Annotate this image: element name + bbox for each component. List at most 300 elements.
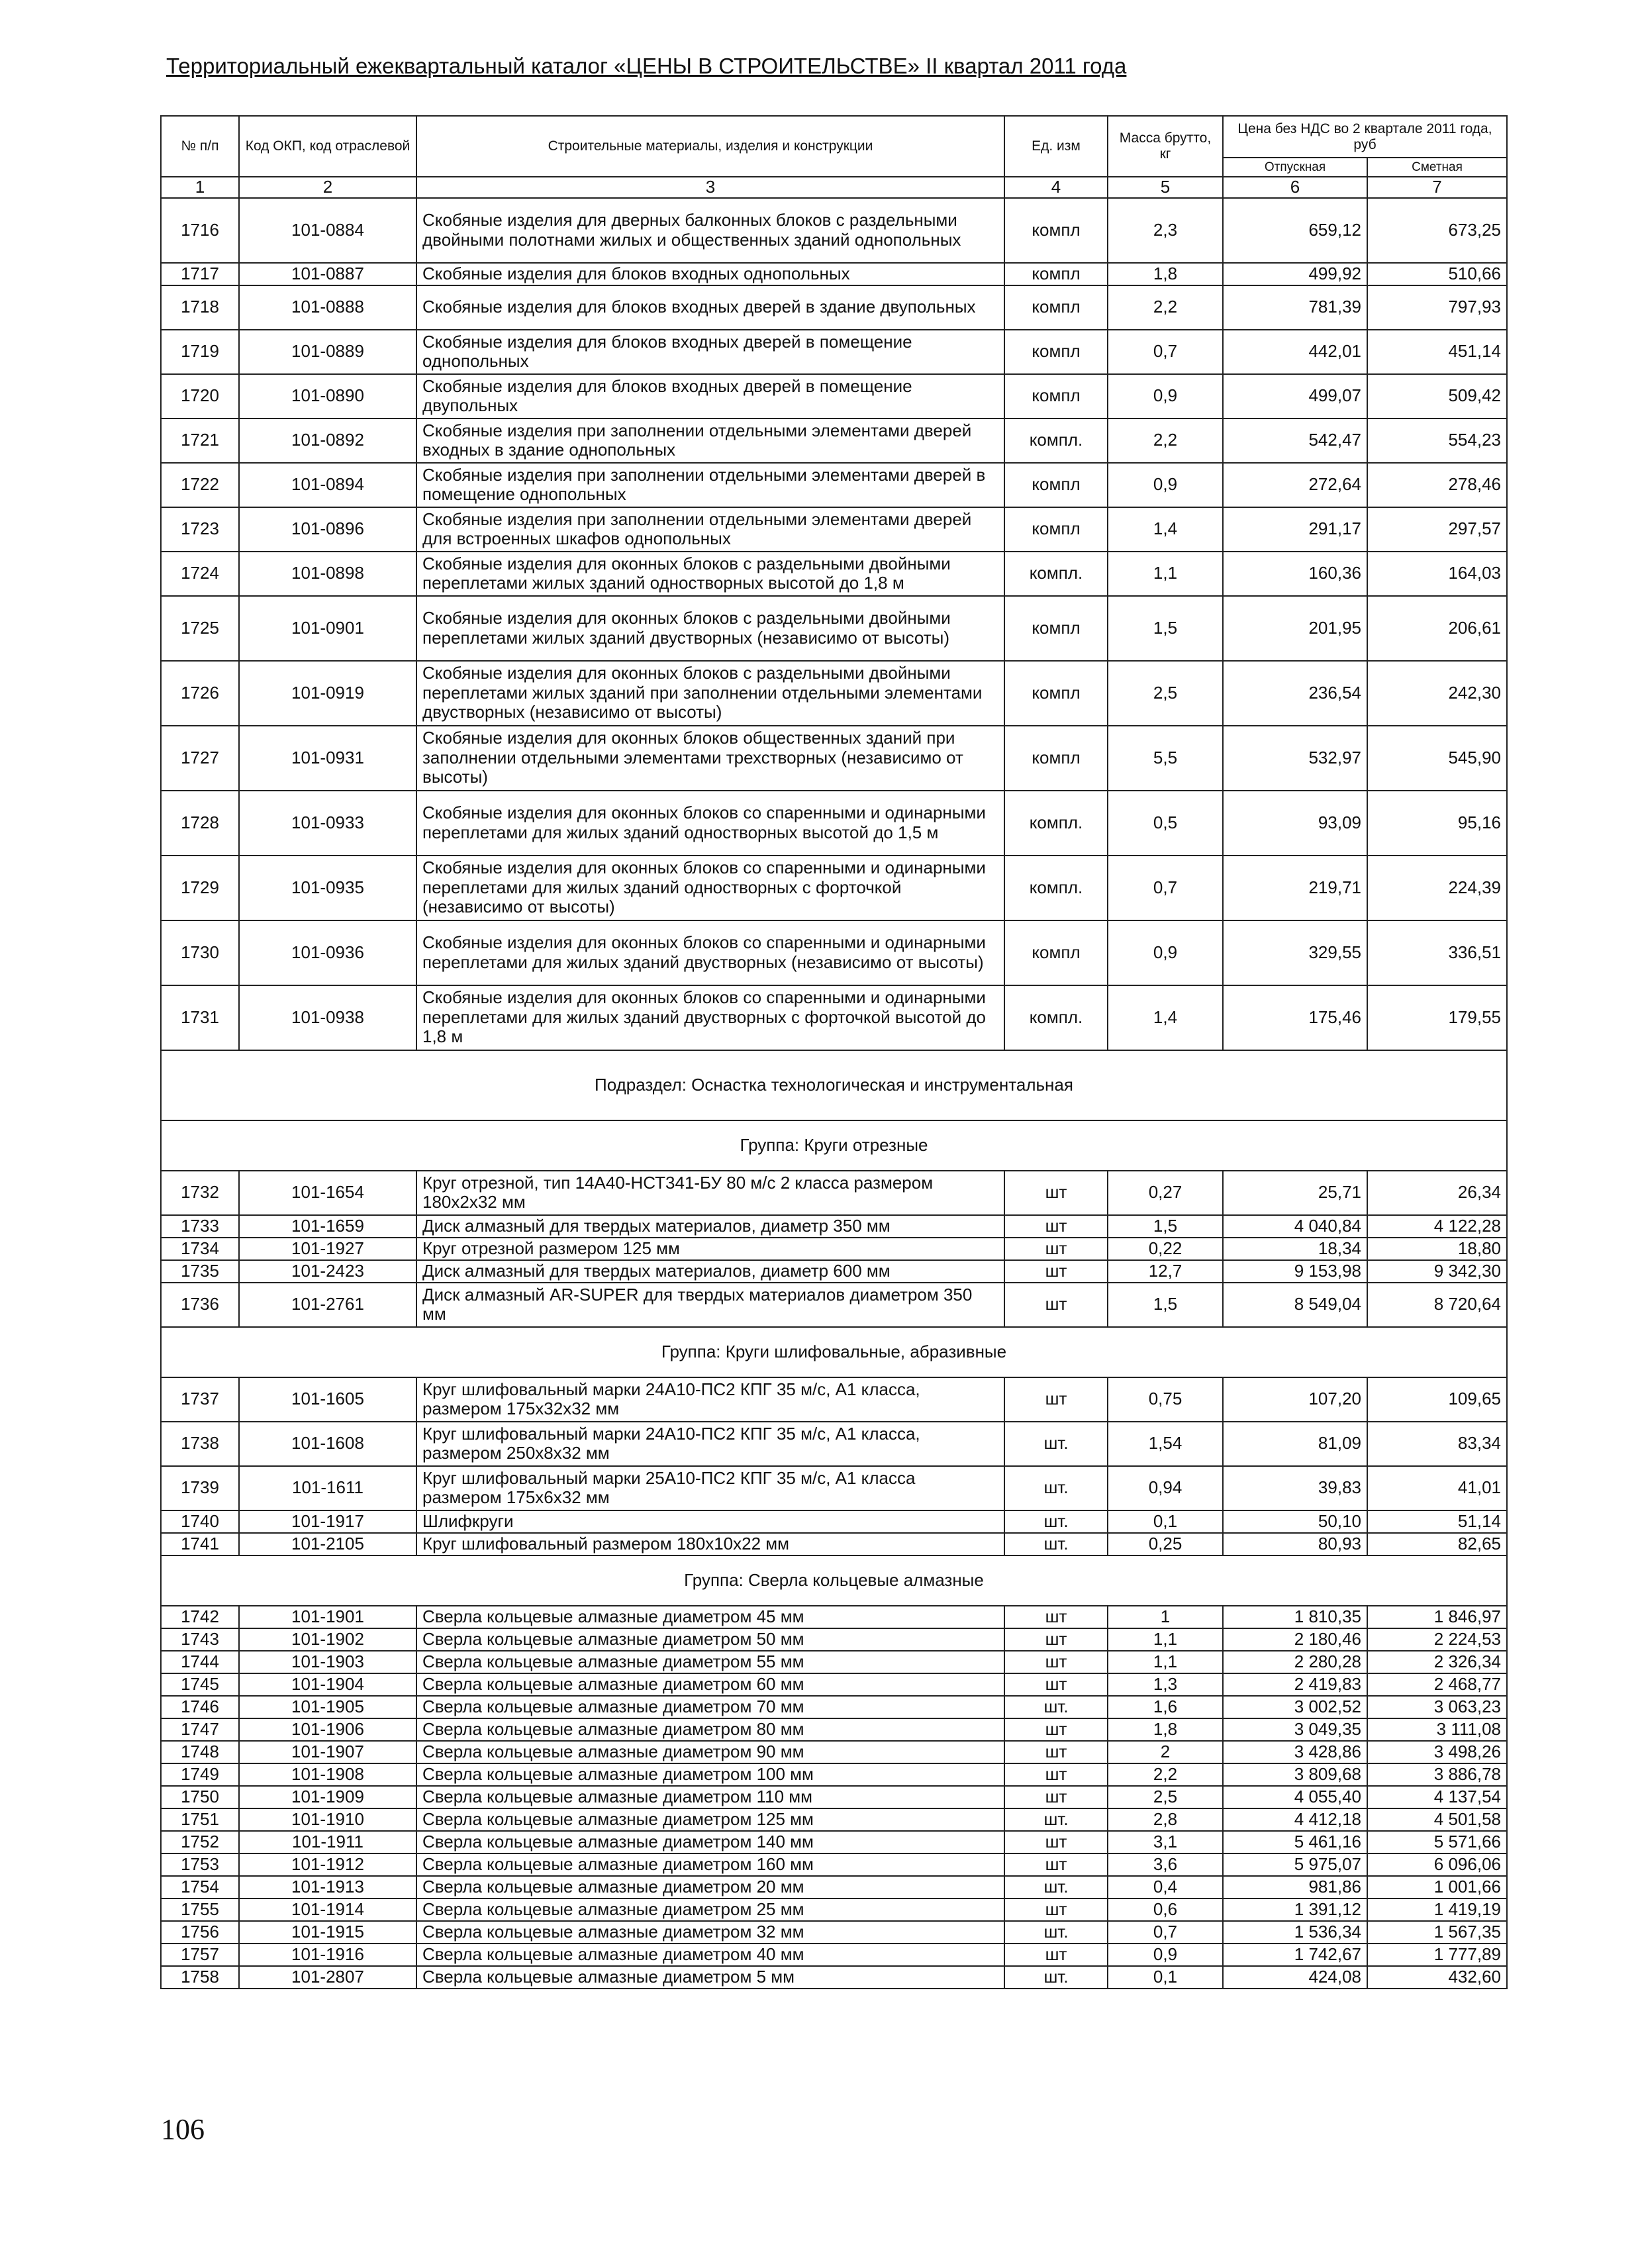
row-mass: 2,5 — [1108, 661, 1223, 726]
row-price-estimate: 1 419,19 — [1367, 1898, 1507, 1921]
table-row — [161, 1898, 1507, 1921]
row-name: Сверла кольцевые алмазные диаметром 20 мм — [416, 1876, 1004, 1898]
row-name: Скобяные изделия для оконных блоков с раздельными двойными переплетами жилых зданий одностворных высотой до 1,8 м — [416, 552, 1004, 596]
row-unit: шт. — [1004, 1422, 1108, 1466]
row-mass: 0,5 — [1108, 791, 1223, 856]
row-mass: 1,8 — [1108, 1718, 1223, 1741]
row-price-estimate: 1 846,97 — [1367, 1606, 1507, 1628]
row-code: 101-1907 — [239, 1741, 416, 1763]
row-unit: шт. — [1004, 1876, 1108, 1898]
row-code: 101-0892 — [239, 419, 416, 463]
row-code: 101-0896 — [239, 507, 416, 552]
row-price-release: 659,12 — [1223, 198, 1367, 263]
row-unit: шт. — [1004, 1966, 1108, 1989]
table-row — [161, 1786, 1507, 1808]
row-number: 1729 — [161, 856, 239, 920]
table-row — [161, 1171, 1507, 1215]
row-price-release: 329,55 — [1223, 920, 1367, 985]
row-code: 101-1611 — [239, 1466, 416, 1510]
row-code: 101-0919 — [239, 661, 416, 726]
row-price-estimate: 206,61 — [1367, 596, 1507, 661]
row-number: 1757 — [161, 1944, 239, 1966]
row-price-release: 175,46 — [1223, 985, 1367, 1050]
row-price-release: 5 975,07 — [1223, 1853, 1367, 1876]
row-price-release: 8 549,04 — [1223, 1283, 1367, 1327]
row-mass: 0,4 — [1108, 1876, 1223, 1898]
row-price-release: 3 049,35 — [1223, 1718, 1367, 1741]
row-mass: 1,54 — [1108, 1422, 1223, 1466]
row-price-release: 4 040,84 — [1223, 1215, 1367, 1238]
row-price-estimate: 9 342,30 — [1367, 1260, 1507, 1283]
row-mass: 1,5 — [1108, 1215, 1223, 1238]
row-name: Скобяные изделия для блоков входных однопольных — [416, 263, 1004, 285]
table-row — [161, 1741, 1507, 1763]
row-price-release: 442,01 — [1223, 330, 1367, 374]
row-number: 1744 — [161, 1651, 239, 1673]
row-price-estimate: 164,03 — [1367, 552, 1507, 596]
row-name: Сверла кольцевые алмазные диаметром 110 мм — [416, 1786, 1004, 1808]
table-row — [161, 1215, 1507, 1238]
row-mass: 1,8 — [1108, 263, 1223, 285]
row-price-release: 2 280,28 — [1223, 1651, 1367, 1673]
row-price-release: 542,47 — [1223, 419, 1367, 463]
column-number: 5 — [1108, 177, 1223, 198]
row-code: 101-2423 — [239, 1260, 416, 1283]
row-code: 101-0884 — [239, 198, 416, 263]
row-price-estimate: 242,30 — [1367, 661, 1507, 726]
row-code: 101-0931 — [239, 726, 416, 791]
row-price-release: 1 810,35 — [1223, 1606, 1367, 1628]
row-code: 101-1605 — [239, 1377, 416, 1422]
row-price-release: 1 536,34 — [1223, 1921, 1367, 1944]
table-row — [161, 1966, 1507, 1989]
row-number: 1731 — [161, 985, 239, 1050]
row-price-release: 201,95 — [1223, 596, 1367, 661]
row-price-estimate: 545,90 — [1367, 726, 1507, 791]
row-price-release: 160,36 — [1223, 552, 1367, 596]
row-unit: шт — [1004, 1786, 1108, 1808]
row-number: 1726 — [161, 661, 239, 726]
row-price-estimate: 82,65 — [1367, 1533, 1507, 1555]
table-row — [161, 1696, 1507, 1718]
row-number: 1747 — [161, 1718, 239, 1741]
row-unit: шт — [1004, 1944, 1108, 1966]
table-row — [161, 463, 1507, 507]
row-name: Скобяные изделия при заполнении отдельными элементами дверей входных в здание однопольных — [416, 419, 1004, 463]
row-unit: компл — [1004, 198, 1108, 263]
row-code: 101-1912 — [239, 1853, 416, 1876]
row-unit: компл. — [1004, 419, 1108, 463]
table-row — [161, 263, 1507, 285]
table-row — [161, 726, 1507, 791]
row-price-release: 499,07 — [1223, 374, 1367, 419]
row-price-release: 2 419,83 — [1223, 1673, 1367, 1696]
row-unit: шт — [1004, 1238, 1108, 1260]
row-price-release: 1 391,12 — [1223, 1898, 1367, 1921]
row-mass: 1,4 — [1108, 507, 1223, 552]
row-price-release: 1 742,67 — [1223, 1944, 1367, 1966]
row-code: 101-1608 — [239, 1422, 416, 1466]
row-name: Диск алмазный для твердых материалов, диаметр 350 мм — [416, 1215, 1004, 1238]
row-price-estimate: 1 567,35 — [1367, 1921, 1507, 1944]
table-row — [161, 1510, 1507, 1533]
table-row — [161, 1673, 1507, 1696]
column-number-row — [161, 177, 1507, 198]
price-catalog-table — [160, 115, 1508, 1989]
row-mass: 1,5 — [1108, 1283, 1223, 1327]
row-unit: компл — [1004, 596, 1108, 661]
row-unit: шт — [1004, 1651, 1108, 1673]
table-row — [161, 596, 1507, 661]
row-price-estimate: 2 326,34 — [1367, 1651, 1507, 1673]
row-number: 1741 — [161, 1533, 239, 1555]
row-mass: 0,25 — [1108, 1533, 1223, 1555]
row-price-release: 25,71 — [1223, 1171, 1367, 1215]
subsection-title: Подраздел: Оснастка технологическая и инструментальная — [161, 1050, 1507, 1120]
row-code: 101-1914 — [239, 1898, 416, 1921]
row-mass: 1,3 — [1108, 1673, 1223, 1696]
row-number: 1755 — [161, 1898, 239, 1921]
col-header-num: № п/п — [161, 116, 239, 177]
row-unit: шт. — [1004, 1696, 1108, 1718]
row-unit: шт — [1004, 1741, 1108, 1763]
row-unit: шт — [1004, 1215, 1108, 1238]
subsection-row — [161, 1050, 1507, 1120]
row-number: 1737 — [161, 1377, 239, 1422]
table-row — [161, 1651, 1507, 1673]
row-unit: шт — [1004, 1853, 1108, 1876]
row-name: Скобяные изделия для блоков входных дверей в здание двупольных — [416, 285, 1004, 330]
row-mass: 2,2 — [1108, 285, 1223, 330]
table-row — [161, 985, 1507, 1050]
row-code: 101-0936 — [239, 920, 416, 985]
row-unit: шт — [1004, 1673, 1108, 1696]
row-code: 101-1909 — [239, 1786, 416, 1808]
row-price-estimate: 336,51 — [1367, 920, 1507, 985]
row-unit: шт. — [1004, 1533, 1108, 1555]
row-price-release: 18,34 — [1223, 1238, 1367, 1260]
row-number: 1753 — [161, 1853, 239, 1876]
row-name: Скобяные изделия для оконных блоков со спаренными и одинарными переплетами для жилых зданий двустворных с форточкой высотой до 1,8 м — [416, 985, 1004, 1050]
row-mass: 2,8 — [1108, 1808, 1223, 1831]
table-row — [161, 661, 1507, 726]
row-price-release: 219,71 — [1223, 856, 1367, 920]
row-code: 101-1911 — [239, 1831, 416, 1853]
table-row — [161, 1466, 1507, 1510]
row-code: 101-1654 — [239, 1171, 416, 1215]
group-row — [161, 1555, 1507, 1606]
row-unit: шт — [1004, 1898, 1108, 1921]
row-price-estimate: 2 468,77 — [1367, 1673, 1507, 1696]
table-row — [161, 856, 1507, 920]
row-price-release: 107,20 — [1223, 1377, 1367, 1422]
row-mass: 0,1 — [1108, 1966, 1223, 1989]
row-price-estimate: 224,39 — [1367, 856, 1507, 920]
row-price-estimate: 554,23 — [1367, 419, 1507, 463]
row-number: 1720 — [161, 374, 239, 419]
row-price-estimate: 4 122,28 — [1367, 1215, 1507, 1238]
running-header: Территориальный ежеквартальный каталог «ЦЕНЫ В СТРОИТЕЛЬСТВЕ» II квартал 2011 года — [166, 54, 1127, 78]
row-price-estimate: 41,01 — [1367, 1466, 1507, 1510]
row-price-release: 81,09 — [1223, 1422, 1367, 1466]
table-row — [161, 1238, 1507, 1260]
row-mass: 1,1 — [1108, 552, 1223, 596]
row-name: Сверла кольцевые алмазные диаметром 70 мм — [416, 1696, 1004, 1718]
row-price-release: 781,39 — [1223, 285, 1367, 330]
row-name: Сверла кольцевые алмазные диаметром 55 мм — [416, 1651, 1004, 1673]
row-mass: 1,6 — [1108, 1696, 1223, 1718]
row-number: 1721 — [161, 419, 239, 463]
table-row — [161, 198, 1507, 263]
row-name: Скобяные изделия для оконных блоков со спаренными и одинарными переплетами для жилых зданий одностворных высотой до 1,5 м — [416, 791, 1004, 856]
row-number: 1739 — [161, 1466, 239, 1510]
table-row — [161, 1628, 1507, 1651]
row-code: 101-0894 — [239, 463, 416, 507]
row-price-estimate: 451,14 — [1367, 330, 1507, 374]
row-price-release: 981,86 — [1223, 1876, 1367, 1898]
row-price-release: 9 153,98 — [1223, 1260, 1367, 1283]
row-number: 1743 — [161, 1628, 239, 1651]
column-number: 6 — [1223, 177, 1367, 198]
row-number: 1727 — [161, 726, 239, 791]
row-unit: компл. — [1004, 856, 1108, 920]
col-header-code: Код ОКП, код отраслевой — [239, 116, 416, 177]
row-mass: 12,7 — [1108, 1260, 1223, 1283]
row-code: 101-1659 — [239, 1215, 416, 1238]
row-number: 1736 — [161, 1283, 239, 1327]
row-mass: 0,9 — [1108, 1944, 1223, 1966]
table-row — [161, 1377, 1507, 1422]
row-mass: 0,7 — [1108, 856, 1223, 920]
row-price-release: 50,10 — [1223, 1510, 1367, 1533]
row-number: 1735 — [161, 1260, 239, 1283]
row-unit: шт — [1004, 1260, 1108, 1283]
row-unit: шт — [1004, 1171, 1108, 1215]
row-code: 101-0890 — [239, 374, 416, 419]
row-unit: шт — [1004, 1628, 1108, 1651]
row-unit: компл. — [1004, 985, 1108, 1050]
row-code: 101-0888 — [239, 285, 416, 330]
row-mass: 0,6 — [1108, 1898, 1223, 1921]
row-name: Шлифкруги — [416, 1510, 1004, 1533]
group-title: Группа: Круги отрезные — [161, 1120, 1507, 1171]
row-price-release: 291,17 — [1223, 507, 1367, 552]
table-row — [161, 1606, 1507, 1628]
row-price-estimate: 4 137,54 — [1367, 1786, 1507, 1808]
row-mass: 0,9 — [1108, 920, 1223, 985]
row-code: 101-0933 — [239, 791, 416, 856]
row-price-release: 236,54 — [1223, 661, 1367, 726]
row-name: Сверла кольцевые алмазные диаметром 140 мм — [416, 1831, 1004, 1853]
row-price-estimate: 83,34 — [1367, 1422, 1507, 1466]
row-mass: 0,1 — [1108, 1510, 1223, 1533]
row-mass: 2,2 — [1108, 419, 1223, 463]
row-price-release: 3 809,68 — [1223, 1763, 1367, 1786]
table-row — [161, 1944, 1507, 1966]
row-number: 1724 — [161, 552, 239, 596]
row-code: 101-1913 — [239, 1876, 416, 1898]
row-name: Круг шлифовальный марки 24А10-ПС2 КПГ 35 м/с, А1 класса, размером 250х8х32 мм — [416, 1422, 1004, 1466]
row-name: Скобяные изделия для блоков входных дверей в помещение двупольных — [416, 374, 1004, 419]
table-body — [161, 198, 1507, 1989]
row-unit: шт — [1004, 1606, 1108, 1628]
row-name: Диск алмазный AR-SUPER для твердых материалов диаметром 350 мм — [416, 1283, 1004, 1327]
table-row — [161, 1533, 1507, 1555]
row-code: 101-1906 — [239, 1718, 416, 1741]
row-unit: компл — [1004, 330, 1108, 374]
row-name: Сверла кольцевые алмазные диаметром 45 мм — [416, 1606, 1004, 1628]
row-name: Круг шлифовальный размером 180х10х22 мм — [416, 1533, 1004, 1555]
row-number: 1749 — [161, 1763, 239, 1786]
row-number: 1718 — [161, 285, 239, 330]
row-name: Скобяные изделия для оконных блоков с раздельными двойными переплетами жилых зданий при заполнении отдельными элементами двустворных (независимо от высоты) — [416, 661, 1004, 726]
row-name: Круг отрезной размером 125 мм — [416, 1238, 1004, 1260]
row-unit: шт — [1004, 1283, 1108, 1327]
row-number: 1752 — [161, 1831, 239, 1853]
row-unit: компл — [1004, 285, 1108, 330]
col-header-price-release: Отпускная — [1223, 158, 1367, 177]
row-price-estimate: 297,57 — [1367, 507, 1507, 552]
row-unit: компл — [1004, 920, 1108, 985]
row-price-estimate: 179,55 — [1367, 985, 1507, 1050]
row-price-estimate: 3 111,08 — [1367, 1718, 1507, 1741]
row-mass: 0,7 — [1108, 330, 1223, 374]
row-price-release: 5 461,16 — [1223, 1831, 1367, 1853]
table-row — [161, 1876, 1507, 1898]
table-row — [161, 1853, 1507, 1876]
row-price-release: 80,93 — [1223, 1533, 1367, 1555]
table-row — [161, 1763, 1507, 1786]
row-price-estimate: 1 001,66 — [1367, 1876, 1507, 1898]
column-number: 3 — [416, 177, 1004, 198]
row-code: 101-1915 — [239, 1921, 416, 1944]
row-price-release: 499,92 — [1223, 263, 1367, 285]
row-mass: 2 — [1108, 1741, 1223, 1763]
row-mass: 3,6 — [1108, 1853, 1223, 1876]
row-code: 101-1910 — [239, 1808, 416, 1831]
row-price-estimate: 95,16 — [1367, 791, 1507, 856]
row-code: 101-1916 — [239, 1944, 416, 1966]
row-name: Скобяные изделия для блоков входных дверей в помещение однопольных — [416, 330, 1004, 374]
row-price-release: 39,83 — [1223, 1466, 1367, 1510]
group-title: Группа: Круги шлифовальные, абразивные — [161, 1327, 1507, 1377]
table-row — [161, 330, 1507, 374]
table-row — [161, 791, 1507, 856]
row-number: 1756 — [161, 1921, 239, 1944]
table-row — [161, 419, 1507, 463]
row-code: 101-0898 — [239, 552, 416, 596]
row-name: Сверла кольцевые алмазные диаметром 100 мм — [416, 1763, 1004, 1786]
row-code: 101-1908 — [239, 1763, 416, 1786]
row-name: Сверла кольцевые алмазные диаметром 25 мм — [416, 1898, 1004, 1921]
row-price-estimate: 8 720,64 — [1367, 1283, 1507, 1327]
row-code: 101-0887 — [239, 263, 416, 285]
row-number: 1733 — [161, 1215, 239, 1238]
row-number: 1745 — [161, 1673, 239, 1696]
col-header-mass: Масса брутто, кг — [1108, 116, 1223, 177]
row-number: 1719 — [161, 330, 239, 374]
row-mass: 0,7 — [1108, 1921, 1223, 1944]
row-code: 101-0889 — [239, 330, 416, 374]
row-price-estimate: 4 501,58 — [1367, 1808, 1507, 1831]
row-name: Круг шлифовальный марки 24А10-ПС2 КПГ 35 м/с, А1 класса, размером 175х32х32 мм — [416, 1377, 1004, 1422]
row-name: Скобяные изделия для дверных балконных блоков с раздельными двойными полотнами жилых и общественных зданий однопольных — [416, 198, 1004, 263]
row-number: 1758 — [161, 1966, 239, 1989]
row-unit: компл — [1004, 726, 1108, 791]
row-unit: шт — [1004, 1763, 1108, 1786]
row-price-release: 3 002,52 — [1223, 1696, 1367, 1718]
row-price-release: 532,97 — [1223, 726, 1367, 791]
table-row — [161, 1831, 1507, 1853]
row-unit: компл — [1004, 661, 1108, 726]
row-price-estimate: 2 224,53 — [1367, 1628, 1507, 1651]
row-code: 101-0938 — [239, 985, 416, 1050]
row-mass: 0,9 — [1108, 463, 1223, 507]
row-number: 1725 — [161, 596, 239, 661]
row-number: 1751 — [161, 1808, 239, 1831]
row-name: Диск алмазный для твердых материалов, диаметр 600 мм — [416, 1260, 1004, 1283]
row-price-estimate: 51,14 — [1367, 1510, 1507, 1533]
table-row — [161, 1921, 1507, 1944]
row-number: 1754 — [161, 1876, 239, 1898]
row-unit: шт. — [1004, 1510, 1108, 1533]
table-row — [161, 285, 1507, 330]
row-price-estimate: 3 498,26 — [1367, 1741, 1507, 1763]
row-number: 1746 — [161, 1696, 239, 1718]
row-name: Сверла кольцевые алмазные диаметром 80 мм — [416, 1718, 1004, 1741]
table-row — [161, 1260, 1507, 1283]
row-code: 101-1904 — [239, 1673, 416, 1696]
row-name: Сверла кольцевые алмазные диаметром 32 мм — [416, 1921, 1004, 1944]
table-row — [161, 1422, 1507, 1466]
row-price-release: 4 412,18 — [1223, 1808, 1367, 1831]
row-mass: 0,22 — [1108, 1238, 1223, 1260]
row-number: 1723 — [161, 507, 239, 552]
row-unit: шт — [1004, 1377, 1108, 1422]
row-number: 1748 — [161, 1741, 239, 1763]
row-price-estimate: 432,60 — [1367, 1966, 1507, 1989]
row-code: 101-1917 — [239, 1510, 416, 1533]
row-name: Скобяные изделия для оконных блоков с раздельными двойными переплетами жилых зданий двустворных (независимо от высоты) — [416, 596, 1004, 661]
row-number: 1732 — [161, 1171, 239, 1215]
row-price-estimate: 26,34 — [1367, 1171, 1507, 1215]
row-unit: компл — [1004, 507, 1108, 552]
row-unit: шт. — [1004, 1466, 1108, 1510]
table-row — [161, 1808, 1507, 1831]
row-code: 101-0935 — [239, 856, 416, 920]
row-price-estimate: 109,65 — [1367, 1377, 1507, 1422]
row-price-estimate: 278,46 — [1367, 463, 1507, 507]
row-number: 1728 — [161, 791, 239, 856]
row-number: 1734 — [161, 1238, 239, 1260]
row-name: Сверла кольцевые алмазные диаметром 50 мм — [416, 1628, 1004, 1651]
row-price-estimate: 5 571,66 — [1367, 1831, 1507, 1853]
col-header-unit: Ед. изм — [1004, 116, 1108, 177]
row-unit: компл — [1004, 374, 1108, 419]
row-unit: компл. — [1004, 552, 1108, 596]
row-mass: 1,1 — [1108, 1651, 1223, 1673]
row-number: 1717 — [161, 263, 239, 285]
row-name: Скобяные изделия для оконных блоков общественных зданий при заполнении отдельными элементами трехстворных (независимо от высоты) — [416, 726, 1004, 791]
col-header-price-estimate: Сметная — [1367, 158, 1507, 177]
row-mass: 2,5 — [1108, 1786, 1223, 1808]
row-mass: 1,1 — [1108, 1628, 1223, 1651]
row-name: Скобяные изделия для оконных блоков со спаренными и одинарными переплетами для жилых зданий одностворных с форточкой (независимо от высоты) — [416, 856, 1004, 920]
row-unit: компл — [1004, 463, 1108, 507]
row-number: 1730 — [161, 920, 239, 985]
row-mass: 1 — [1108, 1606, 1223, 1628]
row-number: 1742 — [161, 1606, 239, 1628]
